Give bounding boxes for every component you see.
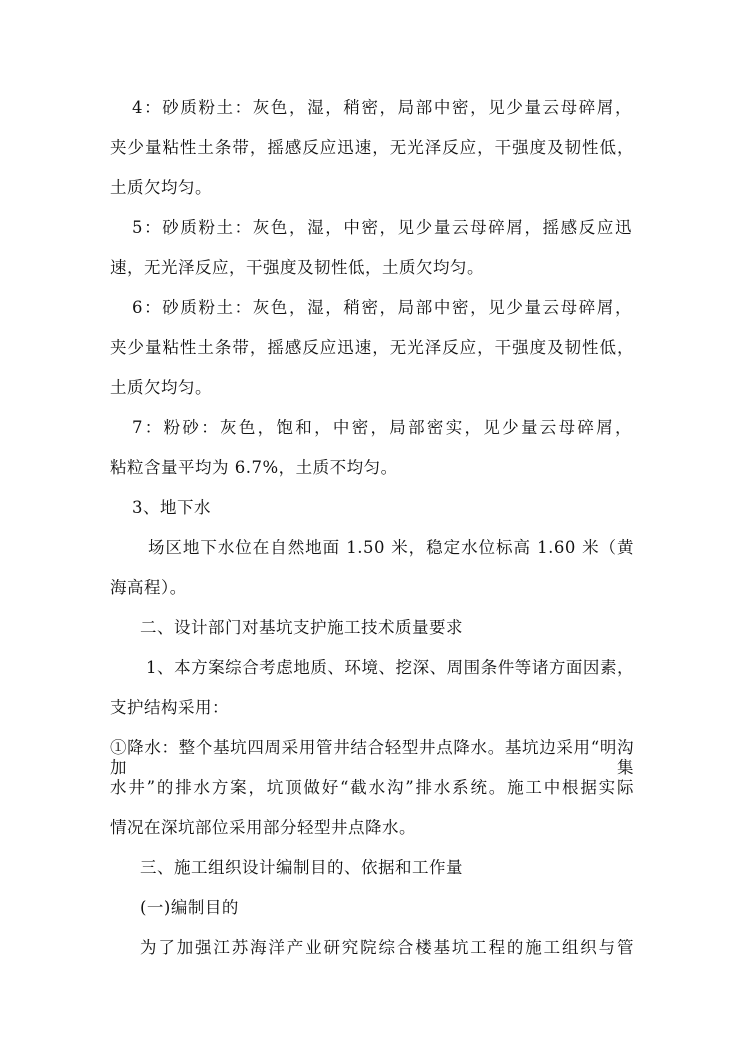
text-line-8: 土质欠均匀。 [110, 378, 212, 397]
text-line-18: 水井”的排水方案，坑顶做好“截水沟”排水系统。施工中根据实际 [110, 778, 634, 797]
section-heading-groundwater: 3、地下水 [132, 498, 211, 517]
text-line-2: 夹少量粘性土条带，摇感反应迅速，无光泽反应，干强度及韧性低， [110, 138, 634, 157]
text-line-5: 速，无光泽反应，干强度及韧性低，土质欠均匀。 [110, 258, 484, 277]
section-heading-organization-design: 三、施工组织设计编制目的、依据和工作量 [140, 858, 463, 877]
text-line-7: 夹少量粘性土条带，摇感反应迅速，无光泽反应，干强度及韧性低， [110, 338, 634, 357]
subsection-heading-purpose: (一)编制目的 [140, 898, 239, 917]
text-line-6: 6：砂质粉土：灰色，湿，稍密，局部中密，见少量云母碎屑， [132, 298, 632, 317]
text-line-10: 粘粒含量平均为 6.7%，土质不均匀。 [110, 458, 398, 477]
text-line-1: 4：砂质粉土：灰色，湿，稍密，局部中密，见少量云母碎屑， [132, 98, 632, 117]
text-line-16: 支护结构采用： [110, 698, 229, 717]
text-line-4: 5：砂质粉土：灰色，湿，中密，见少量云母碎屑，摇感反应迅 [132, 218, 632, 237]
text-line-17: ①降水：整个基坑四周采用管井结合轻型井点降水。基坑边采用“明沟加集 [110, 738, 634, 777]
text-line-15: 1、本方案综合考虑地质、环境、挖深、周围条件等诸方面因素， [146, 658, 634, 677]
text-line-13: 海高程）。 [110, 578, 187, 597]
text-line-3: 土质欠均匀。 [110, 178, 212, 197]
text-line-22: 为了加强江苏海洋产业研究院综合楼基坑工程的施工组织与管 [140, 938, 634, 957]
section-heading-design-requirements: 二、设计部门对基坑支护施工技术质量要求 [140, 618, 463, 637]
text-line-19: 情况在深坑部位采用部分轻型井点降水。 [110, 818, 416, 837]
text-line-12: 场区地下水位在自然地面 1.50 米，稳定水位标高 1.60 米（黄 [148, 538, 634, 557]
text-line-9: 7：粉砂：灰色，饱和，中密，局部密实，见少量云母碎屑， [132, 418, 632, 437]
